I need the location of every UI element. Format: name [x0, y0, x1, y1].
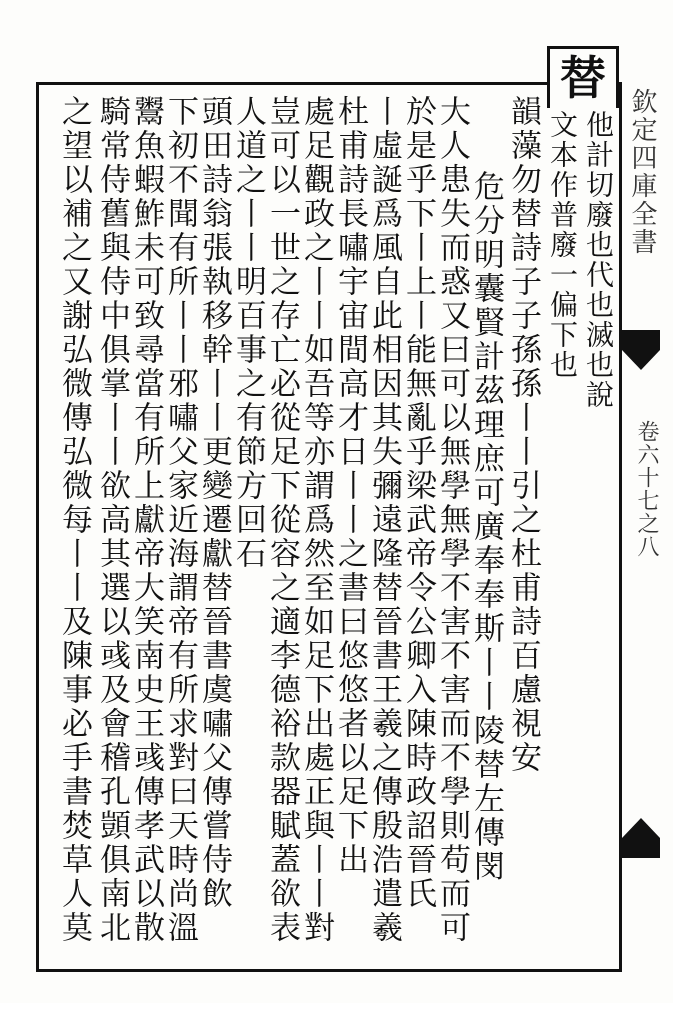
text-column-6: 於是乎下丨上丨能無亂乎梁武帝令公卿入陳時政詔晉氏 [400, 95, 436, 911]
text-column-5: 大人患失而惑又曰可以無學無學不害不害而不學則苟而可 [434, 95, 470, 945]
text-column-4: 危分明囊賢計茲理庶可廣奉奉斯丨丨陵替左傳閔 [468, 170, 504, 884]
text-column-13: 下初不聞有所丨丨邪嘯父家近海謂帝有所求對曰天時尚溫 [162, 95, 198, 945]
text-column-9: 處足觀政之丨丨如吾等亦謂爲然至如足下出處正與丨丨對 [298, 95, 334, 945]
text-column-10: 豈可以一世之存亡必從足下從容之適李德裕款器賦蓋欲表 [264, 95, 300, 945]
text-column-12: 頭田詩翁張執移幹丨丨更變遷獻替晉書虞嘯父傳嘗侍飲 [196, 95, 232, 911]
text-column-3: 韻藻勿替詩子子孫孫丨丨引之杜甫詩百慮視安 [505, 95, 541, 775]
margin-volume-note: 卷六十七之八 [634, 420, 659, 558]
text-column-1: 他計切廢也代也滅也說 [582, 110, 615, 410]
text-column-7: 丨虛誕爲風自此相因其失彌遠隆替晉書王羲之傳殷浩遣羲 [366, 95, 402, 945]
margin-title: 欽定四庫全書 [627, 88, 657, 256]
fish-tail-mark-bottom [620, 810, 662, 858]
text-column-8: 杜甫詩長嘯宇宙間高才日丨丨之書曰悠悠者以足下出 [332, 95, 368, 877]
text-column-2: 文本作普廢一偏下也 [546, 110, 579, 380]
text-column-11: 人道之丨丨明百事之有節方回石 [230, 95, 266, 571]
text-column-16: 之望以補之又謝弘微傳弘微每丨丨及陳事必手書焚草人莫 [56, 95, 92, 945]
text-column-14: 鬻魚蝦鮓未可致尋當有所上獻帝大笑南史王彧傳孝武以散 [128, 95, 164, 945]
text-column-15: 騎常侍舊與侍中俱掌丨丨欲高其選以彧及會稽孔顗俱南北 [94, 95, 130, 945]
head-char-box [547, 46, 619, 108]
head-char: 替 [560, 51, 606, 105]
